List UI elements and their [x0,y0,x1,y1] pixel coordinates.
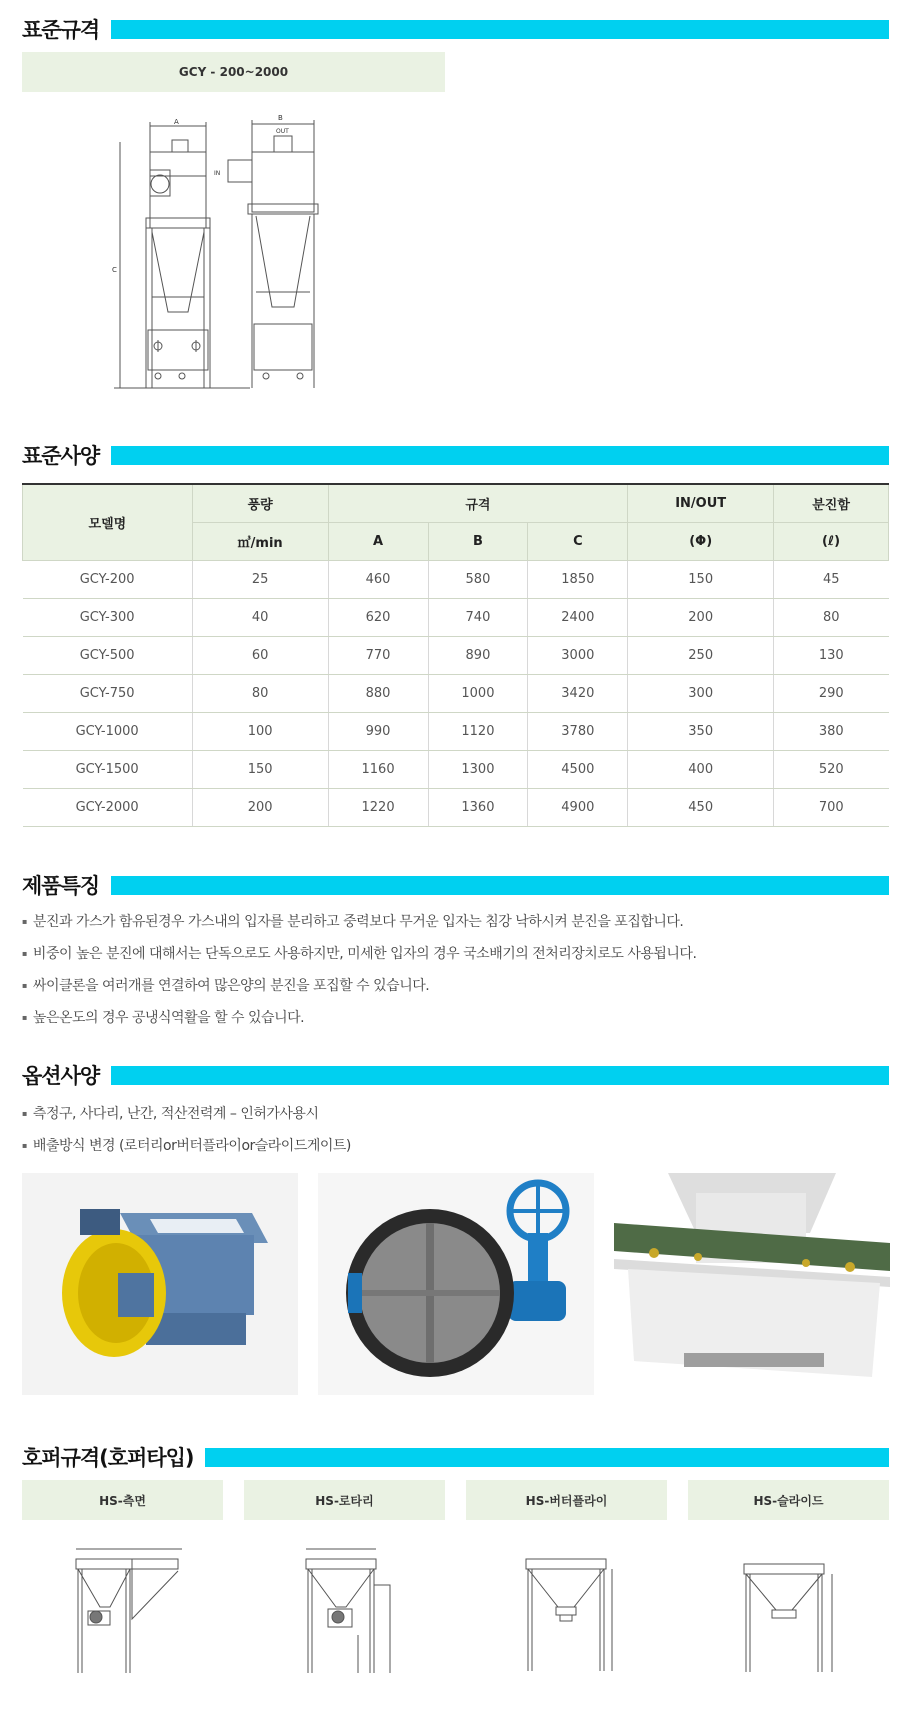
rotary-valve-photo [22,1173,298,1395]
header-inout: IN/OUT [628,484,774,523]
header-dustbox-unit: (ℓ) [774,523,889,561]
cell: 290 [774,675,889,713]
cell: 770 [328,637,428,675]
list-item: ▪ 싸이클론을 여러개를 연결하여 많은양의 분진을 포집할 수 있습니다. [22,970,696,1002]
dim-label-out: OUT [276,128,289,135]
header-model: 모델명 [23,484,193,561]
cell: 740 [428,599,528,637]
hopper-side-drawing [70,1545,190,1675]
cell: 200 [628,599,774,637]
cell: 880 [328,675,428,713]
hopper-type-butterfly: HS-버터플라이 [466,1480,667,1520]
cell: 40 [192,599,328,637]
cell: 1220 [328,789,428,827]
title-accent-bar [111,446,889,465]
header-a: A [328,523,428,561]
cell: 60 [192,637,328,675]
cell: 130 [774,637,889,675]
cell: 150 [192,751,328,789]
cell: 2400 [528,599,628,637]
cell: 100 [192,713,328,751]
hopper-butterfly-drawing [522,1555,622,1675]
cell: GCY-200 [23,561,193,599]
table-row [23,675,889,713]
header-airflow: 풍량 [192,484,328,523]
list-item: ▪ 배출방식 변경 (로터리or버터플라이or슬라이드게이트) [22,1130,351,1162]
table-row [23,637,889,675]
cell: 380 [774,713,889,751]
cell: 350 [628,713,774,751]
cell: 3780 [528,713,628,751]
cell: 890 [428,637,528,675]
features-list [22,906,696,1034]
cell: GCY-1500 [23,751,193,789]
list-item: ▪ 분진과 가스가 함유된경우 가스내의 입자를 분리하고 중력보다 무거운 입자는 침강 낙하시켜 분진을 포집합니다. [22,906,696,938]
cell: 45 [774,561,889,599]
table-row [23,599,889,637]
section-title: 표준규격 [22,18,100,42]
header-inout-unit: (Φ) [628,523,774,561]
list-item: ▪ 높은온도의 경우 공냉식역활을 할 수 있습니다. [22,1002,696,1034]
cell: 80 [774,599,889,637]
dim-label-c: C [112,266,117,274]
cell: 990 [328,713,428,751]
title-accent-bar [205,1448,889,1467]
cell: 4500 [528,751,628,789]
cell: 460 [328,561,428,599]
options-list [22,1098,351,1162]
cell: 1000 [428,675,528,713]
cell: 300 [628,675,774,713]
cell: 3000 [528,637,628,675]
cyclone-drawing [110,112,370,396]
title-accent-bar [111,20,889,39]
dim-label-a: A [174,118,179,126]
cell: 1160 [328,751,428,789]
section-options [22,1060,889,1090]
list-item: ▪ 측정구, 사다리, 난간, 적산전력계 – 인허가사용시 [22,1098,351,1130]
cell: 1360 [428,789,528,827]
model-range-box: GCY - 200~2000 [22,52,445,92]
cell: 150 [628,561,774,599]
hopper-type-side: HS-측면 [22,1480,223,1520]
butterfly-valve-photo [318,1173,594,1395]
cell: 1120 [428,713,528,751]
cell: 4900 [528,789,628,827]
cell: GCY-2000 [23,789,193,827]
cell: 3420 [528,675,628,713]
table-row [23,561,889,599]
section-title: 표준사양 [22,444,100,468]
cell: 400 [628,751,774,789]
hopper-slide-drawing [740,1560,840,1675]
cell: 200 [192,789,328,827]
cell: 700 [774,789,889,827]
cell: 580 [428,561,528,599]
title-accent-bar [111,1066,889,1085]
cell: 25 [192,561,328,599]
cell: 1300 [428,751,528,789]
table-row [23,713,889,751]
title-accent-bar [111,876,889,895]
section-hopper [22,1442,889,1472]
table-row [23,751,889,789]
spec-table [22,483,889,827]
slide-gate-photo [614,1173,890,1395]
hopper-type-slide: HS-슬라이드 [688,1480,889,1520]
cell: GCY-300 [23,599,193,637]
header-b: B [428,523,528,561]
cell: GCY-750 [23,675,193,713]
section-title: 호퍼규격(호퍼타입) [22,1446,194,1470]
section-features [22,870,889,900]
cell: 520 [774,751,889,789]
cell: 620 [328,599,428,637]
cell: 1850 [528,561,628,599]
header-c: C [528,523,628,561]
section-standard-size [22,14,889,44]
cell: GCY-1000 [23,713,193,751]
cell: 250 [628,637,774,675]
hopper-rotary-drawing [302,1545,402,1675]
section-title: 옵션사양 [22,1064,100,1088]
header-airflow-unit: ㎥/min [192,523,328,561]
dim-label-b: B [278,114,283,122]
cell: GCY-500 [23,637,193,675]
section-standard-spec [22,440,889,470]
cell: 450 [628,789,774,827]
table-row [23,789,889,827]
cell: 80 [192,675,328,713]
list-item: ▪ 비중이 높은 분진에 대해서는 단독으로도 사용하지만, 미세한 입자의 경우 국소배기의 전처리장치로도 사용됩니다. [22,938,696,970]
dim-label-in: IN [214,170,221,177]
header-size: 규격 [328,484,628,523]
section-title: 제품특징 [22,874,100,898]
hopper-type-rotary: HS-로타리 [244,1480,445,1520]
header-dustbox: 분진함 [774,484,889,523]
